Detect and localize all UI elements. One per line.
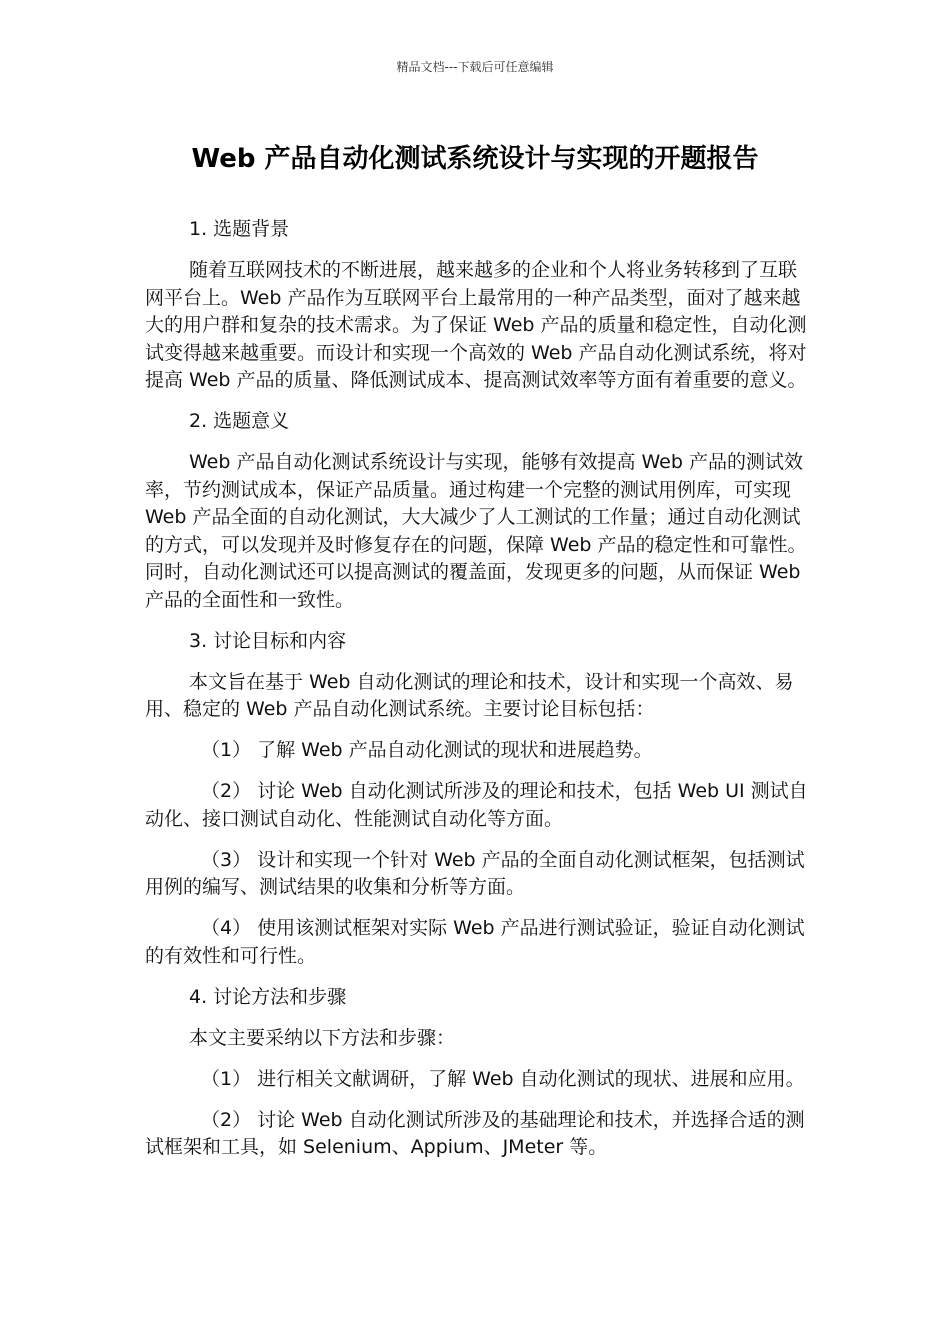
section-heading-goals: 3. 讨论目标和内容 bbox=[189, 629, 347, 652]
list-item-goal-1: （1） 了解 Web 产品自动化测试的现状和进展趋势。 bbox=[201, 739, 653, 761]
list-item-goal-4: （4） 使用该测试框架对实际 Web 产品进行测试验证，验证自动化测试的有效性和可行性。 bbox=[145, 917, 805, 967]
paragraph-methods-intro: 本文主要采纳以下方法和步骤： bbox=[189, 1026, 456, 1049]
section-heading-significance: 2. 选题意义 bbox=[189, 410, 290, 432]
paragraph-background: 随着互联网技术的不断进展，越来越多的企业和个人将业务转移到了互联网平台上。Web 产品作为互联网平台上最常用的一种产品类型，面对了越来越大的用户群和复杂的技术需求。为了保证 Web 产品的质量和稳定性，自动化测试变得越来越重要。而设计和实现一个高效的 Web 产品自动化测试系统，将对提高 Web 产品的质量、降低测试成本、提高测试效率等方面有着重要的意义。 bbox=[145, 259, 807, 391]
section-heading-methods: 4. 讨论方法和步骤 bbox=[189, 985, 347, 1008]
list-item-method-2: （2） 讨论 Web 自动化测试所涉及的基础理论和技术，并选择合适的测试框架和工具，如 Selenium、Appium、JMeter 等。 bbox=[145, 1108, 805, 1158]
list-item-goal-2: （2） 讨论 Web 自动化测试所涉及的理论和技术，包括 Web UI 测试自动化、接口测试自动化、性能测试自动化等方面。 bbox=[145, 780, 808, 830]
paragraph-goals-intro: 本文旨在基于 Web 自动化测试的理论和技术，设计和实现一个高效、易用、稳定的 Web 产品自动化测试系统。主要讨论目标包括： bbox=[145, 670, 794, 720]
paragraph-significance: Web 产品自动化测试系统设计与实现，能够有效提高 Web 产品的测试效率，节约测试成本，保证产品质量。通过构建一个完整的测试用例库，可实现 Web 产品全面的自动化测试，大大减少了人工测试的工作量；通过自动化测试的方式，可以发现并及时修复存在的问题，保障 Web 产品的稳定性和可靠性。同时，自动化测试还可以提高测试的覆盖面，发现更多的问题，从而保证 Web 产品的全面性和一致性。 bbox=[145, 451, 807, 611]
section-heading-background: 1. 选题背景 bbox=[189, 218, 290, 240]
list-item-goal-3: （3） 设计和实现一个针对 Web 产品的全面自动化测试框架，包括测试用例的编写、测试结果的收集和分析等方面。 bbox=[145, 848, 805, 898]
document-body bbox=[145, 216, 813, 1175]
header-note: 精品文档---下载后可任意编辑 bbox=[396, 60, 554, 74]
list-item-method-1: （1） 进行相关文献调研，了解 Web 自动化测试的现状、进展和应用。 bbox=[201, 1067, 805, 1090]
document-title: Web 产品自动化测试系统设计与实现的开题报告 bbox=[191, 144, 759, 174]
